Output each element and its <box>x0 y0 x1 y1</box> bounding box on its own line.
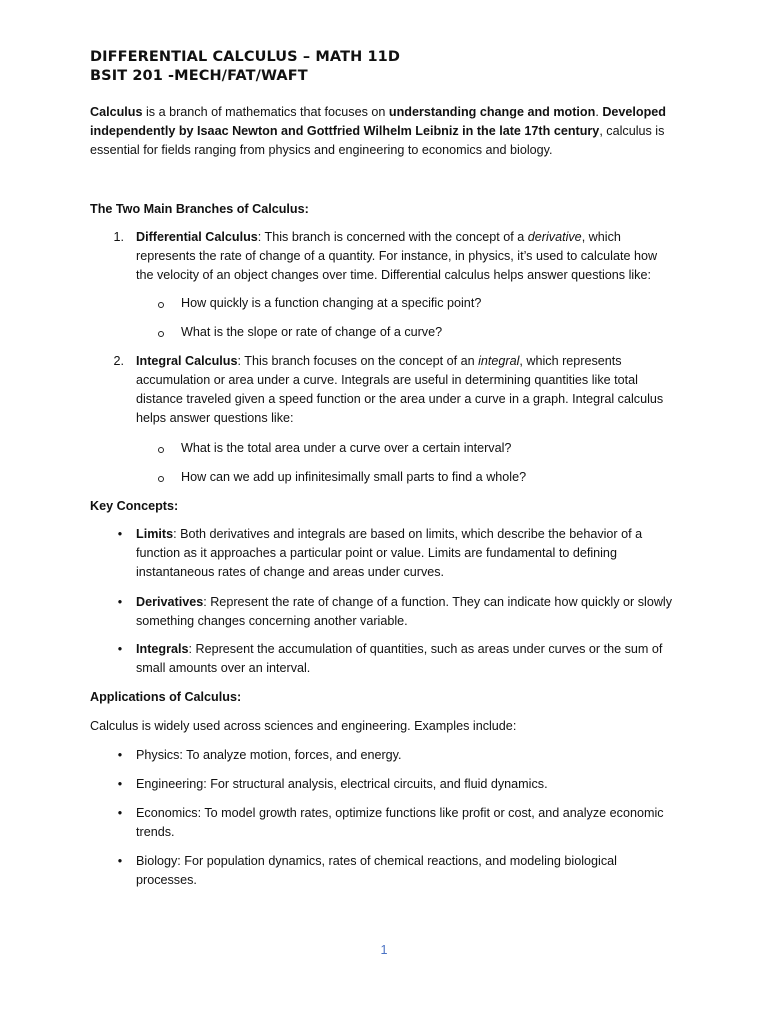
applications-heading: Applications of Calculus: <box>90 690 242 704</box>
key-concept-term: Limits <box>136 527 174 541</box>
key-concept-limits <box>136 525 666 582</box>
branch-2-text-2: , which represents accumulation or area under a curve. Integrals are useful in determining quantities like total distance traveled given a speed function or the area under a curve in a graph. Integral calculus helps answer questions like: <box>136 354 664 425</box>
intro-text-3: , calculus is essential for fields ranging from physics and engineering to economics and biology. <box>90 124 665 157</box>
intro-paragraph <box>90 103 670 160</box>
circle-bullet-icon <box>158 331 164 337</box>
bullet-icon: • <box>117 527 123 541</box>
application-physics: Physics: To analyze motion, forces, and energy. <box>136 748 402 762</box>
branch-1-question-1: How quickly is a function changing at a specific point? <box>181 296 482 310</box>
key-concept-text: : Both derivatives and integrals are based on limits, which describe the behavior of a function as it approaches a particular point or value. Limits are fundamental to defining instantaneous rates of change and areas under curves. <box>136 527 643 579</box>
branch-1-text-2: , which represents the rate of change of a quantity. For instance, in physics, it’s used to calculate how the velocity of an object changes over time. Differential calculus helps answer questions like: <box>136 230 658 282</box>
intro-bold-1: understanding change and motion <box>388 105 596 119</box>
key-concept-integrals <box>136 640 666 678</box>
document-title: DIFFERENTIAL CALCULUS – MATH 11D <box>90 49 400 65</box>
branch-2-italic: integral <box>478 354 520 368</box>
branch-1-question-2: What is the slope or rate of change of a curve? <box>181 325 443 339</box>
circle-bullet-icon <box>158 447 164 453</box>
key-concepts-heading: Key Concepts: <box>90 499 179 513</box>
bullet-icon: • <box>117 854 123 868</box>
intro-text-2: . <box>595 105 603 119</box>
key-concept-term: Integrals <box>136 642 189 656</box>
page-number: 1 <box>380 943 388 957</box>
branch-1-number: 1. <box>113 230 124 244</box>
branch-2-question-1: What is the total area under a curve over a certain interval? <box>181 441 512 455</box>
key-concept-derivatives <box>136 593 674 631</box>
application-biology: Biology: For population dynamics, rates of chemical reactions, and modeling biological processes. <box>136 854 617 887</box>
intro-term: Calculus <box>90 105 143 119</box>
applications-intro: Calculus is widely used across sciences and engineering. Examples include: <box>90 719 517 733</box>
circle-bullet-icon <box>158 302 164 308</box>
branches-heading: The Two Main Branches of Calculus: <box>90 202 309 216</box>
key-concept-term: Derivatives <box>136 595 204 609</box>
branch-2-number: 2. <box>113 354 124 368</box>
branch-2-question-2: How can we add up infinitesimally small parts to find a whole? <box>181 470 527 484</box>
application-engineering: Engineering: For structural analysis, electrical circuits, and fluid dynamics. <box>136 777 548 791</box>
branch-1-text-1: : This branch is concerned with the concept of a <box>257 230 528 244</box>
intro-bold-2: Developed independently by Isaac Newton and Gottfried Wilhelm Leibniz in the late 17th century <box>90 105 667 138</box>
circle-bullet-icon <box>158 476 164 482</box>
branch-1-italic: derivative <box>527 230 582 244</box>
branch-2-paragraph <box>136 352 666 428</box>
branch-2-term: Integral Calculus <box>136 354 238 368</box>
intro-text-1: is a branch of mathematics that focuses on <box>142 105 389 119</box>
bullet-icon: • <box>117 777 123 791</box>
key-concept-text: : Represent the accumulation of quantities, such as areas under curves or the sum of small amounts over an interval. <box>136 642 663 675</box>
application-economics: Economics: To model growth rates, optimize functions like profit or cost, and analyze economic trends. <box>136 806 664 839</box>
bullet-icon: • <box>117 642 123 656</box>
bullet-icon: • <box>117 595 123 609</box>
bullet-icon: • <box>117 806 123 820</box>
key-concept-text: : Represent the rate of change of a function. They can indicate how quickly or slowly something changes concerning another variable. <box>136 595 673 628</box>
branch-1-term: Differential Calculus <box>136 230 258 244</box>
branch-1-paragraph <box>136 228 666 285</box>
branch-2-text-1: : This branch focuses on the concept of an <box>237 354 479 368</box>
course-code: BSIT 201 -MECH/FAT/WAFT <box>90 68 308 84</box>
bullet-icon: • <box>117 748 123 762</box>
